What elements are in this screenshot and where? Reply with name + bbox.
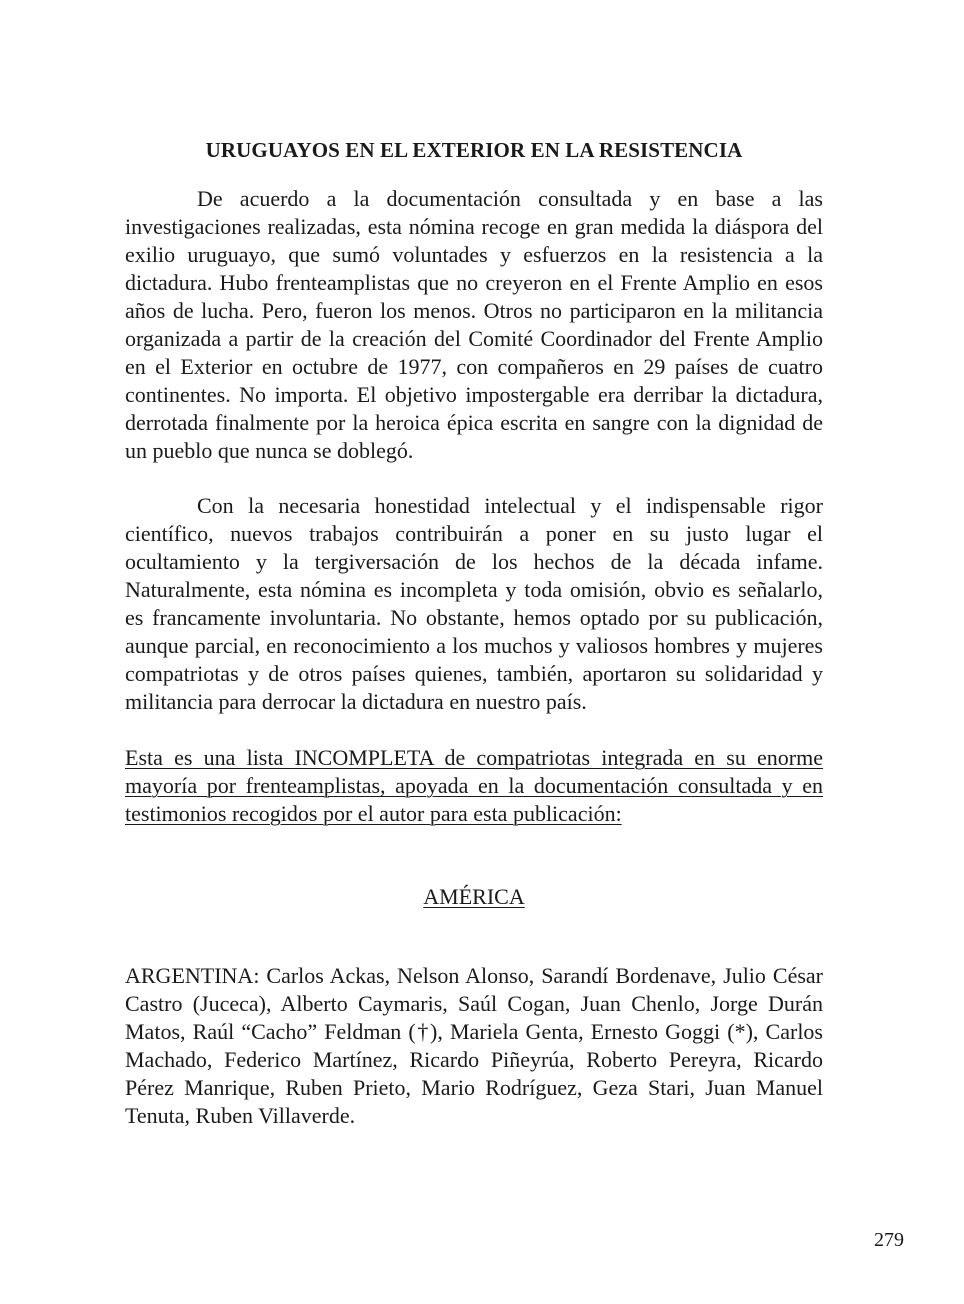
second-paragraph: Con la necesaria honestidad intelectual y el indispensable rigor científico, nuevos trabajos contribuirán a poner en su justo lugar el ocultamiento y la tergiversación de los hechos de la década infame. Naturalmente, esta nómina es incompleta y toda omisión, obvio es señalarlo, es francamente involuntaria. No obstante, hemos optado por su publicación, aunque parcial, en reconocimiento a los muchos y valiosos hombres y mujeres compatriotas y de otros países quienes, también, aportaron su solidaridad y militancia para derrocar la dictadura en nuestro país. [125, 493, 823, 714]
section-title: AMÉRICA [423, 884, 525, 909]
section-heading-america [125, 884, 823, 910]
intro-paragraph: De acuerdo a la documentación consultada y en base a las investigaciones realizadas, esta nómina recoge en gran medida la diáspora del exilio uruguayo, que sumó voluntades y esfuerzos en la resistencia a la dictadura. Hubo frenteamplistas que no creyeron en el Frente Amplio en esos años de lucha. Pero, fueron los menos. Otros no participaron en la militancia organizada a partir de la creación del Comité Coordinador del Frente Amplio en el Exterior en octubre de 1977, con compañeros en 29 países de cuatro continentes. No importa. El objetivo impostergable era derribar la dictadura, derrotada finalmente por la heroica épica escrita en sangre con la dignidad de un pueblo que nunca se doblegó. [125, 186, 823, 463]
page-number: 279 [874, 1229, 904, 1251]
page-title: URUGUAYOS EN EL EXTERIOR EN LA RESISTENCIA [205, 138, 743, 162]
country-list [125, 962, 823, 1130]
incomplete-list-note: Esta es una lista INCOMPLETA de compatriotas integrada en su enorme mayoría por frenteamplistas, apoyada en la documentación consultada y en testimonios recogidos por el autor para esta publicación: [125, 745, 823, 826]
country-entry-argentina: ARGENTINA: Carlos Ackas, Nelson Alonso, Sarandí Bordenave, Julio César Castro (Juceca), Alberto Caymaris, Saúl Cogan, Juan Chenlo, Jorge Durán Matos, Raúl “Cacho” Feldman (†), Mariela Genta, Ernesto Goggi (*), Carlos Machado, Federico Martínez, Ricardo Piñeyrúa, Roberto Pereyra, Ricardo Pérez Manrique, Ruben Prieto, Mario Rodríguez, Geza Stari, Juan Manuel Tenuta, Ruben Villaverde. [125, 963, 823, 1128]
page-content [125, 138, 823, 1130]
